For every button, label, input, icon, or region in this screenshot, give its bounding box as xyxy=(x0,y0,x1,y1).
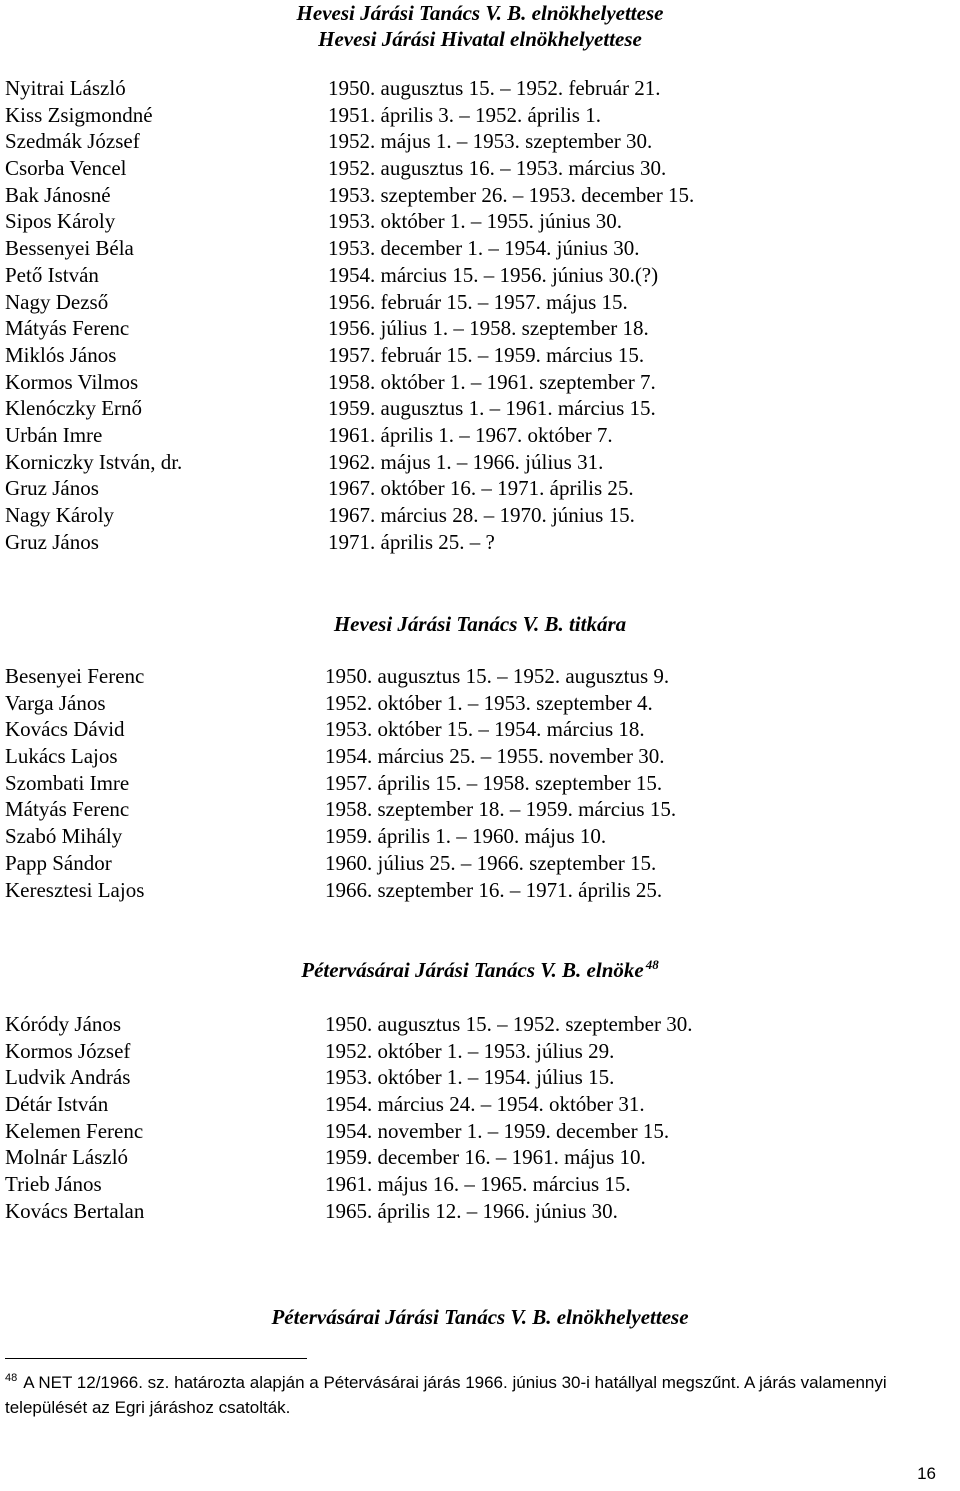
list-item xyxy=(5,1118,692,1145)
term-period: 1950. augusztus 15. – 1952. augusztus 9. xyxy=(325,664,670,688)
page-number: 16 xyxy=(917,1464,936,1483)
term-period: 1950. augusztus 15. – 1952. február 21. xyxy=(328,76,661,100)
officeholder-name: Klenóczky Ernő xyxy=(5,396,143,421)
list-item xyxy=(5,395,694,422)
term-period: 1953. október 1. – 1954. július 15. xyxy=(325,1065,615,1090)
footnote xyxy=(5,1370,920,1420)
officeholder-name: Papp Sándor xyxy=(5,850,112,875)
officeholder-name: Kóródy János xyxy=(5,1012,122,1036)
officeholder-name: Szabó Mihály xyxy=(5,824,123,849)
term-period: 1959. augusztus 1. – 1961. március 15. xyxy=(328,396,656,421)
term-period: 1952. október 1. – 1953. július 29. xyxy=(325,1038,615,1063)
officeholder-name: Szombati Imre xyxy=(5,770,130,795)
list-item xyxy=(5,449,694,476)
term-period: 1954. november 1. – 1959. december 15. xyxy=(325,1118,670,1143)
officeholder-name: Trieb János xyxy=(5,1172,102,1197)
list-item xyxy=(5,262,694,289)
heading-text: Pétervásárai Járási Tanács V. B. elnöke xyxy=(301,958,644,982)
footnote-number: 48 xyxy=(5,1372,18,1385)
list-item xyxy=(5,743,676,770)
term-period: 1954. március 15. – 1956. június 30.(?) xyxy=(328,262,659,287)
section-heading-petervasara-chair xyxy=(0,957,960,983)
officeholder-name: Szedmák József xyxy=(5,129,140,154)
list-item xyxy=(5,716,676,743)
list-item xyxy=(5,1011,692,1038)
officeholder-name: Sipos Károly xyxy=(5,209,116,234)
list-item xyxy=(5,128,694,155)
list-item xyxy=(5,75,694,102)
term-period: 1953. december 1. – 1954. június 30. xyxy=(328,236,640,261)
list-item xyxy=(5,155,694,182)
list-item xyxy=(5,850,676,877)
list-item xyxy=(5,342,694,369)
list-item xyxy=(5,1064,692,1091)
term-period: 1957. február 15. – 1959. március 15. xyxy=(328,342,645,367)
officeholder-name: Keresztesi Lajos xyxy=(5,877,145,902)
officeholder-name: Mátyás Ferenc xyxy=(5,797,130,822)
officeholder-list-heves-secretary xyxy=(5,663,676,903)
list-item xyxy=(5,1171,692,1198)
officeholder-name: Kiss Zsigmondné xyxy=(5,102,153,127)
list-item xyxy=(5,1038,692,1065)
officeholder-name: Nagy Dezső xyxy=(5,289,109,314)
officeholder-name: Détár István xyxy=(5,1092,109,1117)
term-period: 1950. augusztus 15. – 1952. szeptember 30. xyxy=(325,1012,693,1036)
list-item xyxy=(5,823,676,850)
officeholder-name: Kormos Vilmos xyxy=(5,369,139,394)
officeholder-name: Kormos József xyxy=(5,1038,131,1063)
list-item xyxy=(5,529,694,556)
term-period: 1956. február 15. – 1957. május 15. xyxy=(328,289,628,314)
officeholder-name: Varga János xyxy=(5,690,106,715)
term-period: 1953. október 15. – 1954. március 18. xyxy=(325,717,645,742)
list-item xyxy=(5,289,694,316)
officeholder-list-heves-deputy-chair xyxy=(5,75,694,555)
list-item xyxy=(5,475,694,502)
term-period: 1951. április 3. – 1952. április 1. xyxy=(328,102,601,127)
list-item xyxy=(5,208,694,235)
term-period: 1959. december 16. – 1961. május 10. xyxy=(325,1145,646,1170)
officeholder-name: Kelemen Ferenc xyxy=(5,1118,144,1143)
term-period: 1967. március 28. – 1970. június 15. xyxy=(328,503,635,527)
heading-text: Hevesi Járási Tanács V. B. titkára xyxy=(333,612,627,636)
term-period: 1958. szeptember 18. – 1959. március 15. xyxy=(325,797,677,822)
list-item xyxy=(5,422,694,449)
list-item xyxy=(5,796,676,823)
officeholder-name: Lukács Lajos xyxy=(5,744,118,769)
list-item xyxy=(5,1198,692,1225)
term-period: 1952. augusztus 16. – 1953. március 30. xyxy=(328,156,667,181)
list-item xyxy=(5,102,694,129)
term-period: 1960. július 25. – 1966. szeptember 15. xyxy=(325,850,657,875)
term-period: 1959. április 1. – 1960. május 10. xyxy=(325,824,607,849)
officeholder-name: Nyitrai László xyxy=(5,76,126,100)
term-period: 1961. május 16. – 1965. március 15. xyxy=(325,1172,631,1197)
term-period: 1966. szeptember 16. – 1971. április 25. xyxy=(325,877,663,902)
term-period: 1954. március 25. – 1955. november 30. xyxy=(325,744,665,769)
officeholder-list-petervasara-chair xyxy=(5,1011,692,1225)
officeholder-name: Besenyei Ferenc xyxy=(5,664,145,688)
term-period: 1962. május 1. – 1966. július 31. xyxy=(328,449,604,474)
list-item xyxy=(5,235,694,262)
list-item xyxy=(5,315,694,342)
list-item xyxy=(5,663,676,690)
section-heading-heves-deputy-chair xyxy=(0,0,960,52)
term-period: 1953. október 1. – 1955. június 30. xyxy=(328,209,622,234)
heading-line: Hevesi Járási Tanács V. B. elnökhelyettese xyxy=(296,1,664,25)
list-item xyxy=(5,1091,692,1118)
list-item xyxy=(5,182,694,209)
list-item xyxy=(5,690,676,717)
list-item xyxy=(5,502,694,529)
term-period: 1971. április 25. – ? xyxy=(328,529,495,554)
footnote-text: A NET 12/1966. sz. határozta alapján a Pétervásárai járás 1966. június 30-i hatállyal megszűnt. A járás valamennyi települését az Egri járáshoz csatolták. xyxy=(5,1373,887,1417)
officeholder-name: Nagy Károly xyxy=(5,503,115,527)
term-period: 1961. április 1. – 1967. október 7. xyxy=(328,422,613,447)
section-heading-heves-secretary xyxy=(0,611,960,637)
officeholder-name: Bessenyei Béla xyxy=(5,236,134,261)
list-item xyxy=(5,877,676,904)
term-period: 1953. szeptember 26. – 1953. december 15. xyxy=(328,182,695,207)
officeholder-name: Miklós János xyxy=(5,342,117,367)
officeholder-name: Urbán Imre xyxy=(5,422,103,447)
officeholder-name: Gruz János xyxy=(5,476,99,501)
term-period: 1952. május 1. – 1953. szeptember 30. xyxy=(328,129,653,154)
section-heading-petervasara-deputy-chair xyxy=(0,1304,960,1330)
term-period: 1952. október 1. – 1953. szeptember 4. xyxy=(325,690,653,715)
officeholder-name: Kovács Bertalan xyxy=(5,1198,145,1223)
list-item xyxy=(5,369,694,396)
officeholder-name: Mátyás Ferenc xyxy=(5,316,130,341)
term-period: 1958. október 1. – 1961. szeptember 7. xyxy=(328,369,656,394)
footnote-reference[interactable]: 48 xyxy=(645,957,659,972)
list-item xyxy=(5,1144,692,1171)
term-period: 1965. április 12. – 1966. június 30. xyxy=(325,1198,618,1223)
footnote-separator xyxy=(5,1358,307,1359)
officeholder-name: Gruz János xyxy=(5,529,99,554)
officeholder-name: Kovács Dávid xyxy=(5,717,125,742)
term-period: 1967. október 16. – 1971. április 25. xyxy=(328,476,634,501)
term-period: 1956. július 1. – 1958. szeptember 18. xyxy=(328,316,649,341)
heading-line: Hevesi Járási Hivatal elnökhelyettese xyxy=(318,27,642,51)
officeholder-name: Korniczky István, dr. xyxy=(5,449,183,474)
heading-text: Pétervásárai Járási Tanács V. B. elnökhelyettese xyxy=(271,1305,689,1329)
officeholder-name: Pető István xyxy=(5,262,99,287)
officeholder-name: Bak Jánosné xyxy=(5,182,111,207)
officeholder-name: Ludvik András xyxy=(5,1065,131,1090)
officeholder-name: Molnár László xyxy=(5,1145,129,1170)
term-period: 1957. április 15. – 1958. szeptember 15. xyxy=(325,770,663,795)
officeholder-name: Csorba Vencel xyxy=(5,156,127,181)
term-period: 1954. március 24. – 1954. október 31. xyxy=(325,1092,645,1117)
list-item xyxy=(5,770,676,797)
